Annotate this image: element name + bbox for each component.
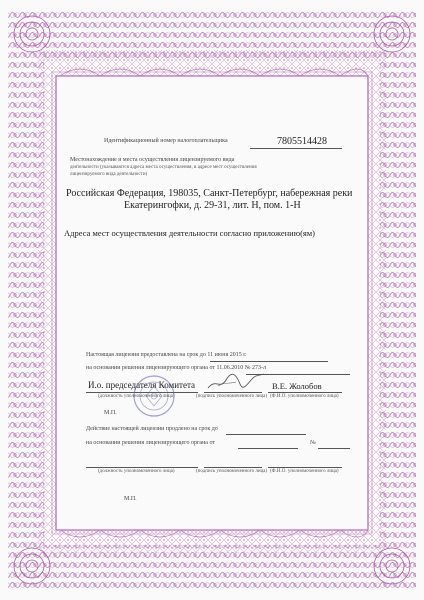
addresses-note: Адреса мест осуществления деятельности согласно приложению(ям) xyxy=(64,228,316,238)
ext-caption-signature: (подпись уполномоченного лица) xyxy=(196,469,268,474)
extension-underline-2 xyxy=(238,448,298,449)
ext-caption-name: (Ф.И.О. уполномоченного лица) xyxy=(270,469,339,474)
address-line-2: Екатерингофки, д. 29-31, лит. Н, пом. 1-Н xyxy=(124,200,301,211)
ext-caption-position: (должность уполномоченного лица) xyxy=(98,469,175,474)
activity-label-1: Местонахождение и места осуществления лицензируемого вида xyxy=(70,157,235,163)
seal-mark-2: М.П. xyxy=(124,496,137,502)
inn-label: Идентификационный номер налогоплательщика xyxy=(104,138,228,144)
address-line-1: Российская Федерация, 198035, Санкт-Петербург, набережная реки xyxy=(66,188,353,199)
ext-position-underline xyxy=(86,467,198,468)
extension-underline-1 xyxy=(226,434,306,435)
caption-position: (должность уполномоченного лица) xyxy=(98,394,175,399)
validity-line-1: Настоящая лицензия предоставлена на срок до 11 июня 2015 г. xyxy=(86,352,247,358)
inn-underline xyxy=(250,148,342,149)
caption-name: (Ф.И.О. уполномоченного лица) xyxy=(270,394,339,399)
number-underline xyxy=(318,448,350,449)
ext-signature-underline xyxy=(204,467,262,468)
caption-signature: (подпись уполномоченного лица) xyxy=(196,394,268,399)
extension-line-2: на основании решения лицензирующего органа от xyxy=(86,440,215,446)
validity-line-2: на основании решения лицензирующего органа от 11.06.2010 № 273-л xyxy=(86,365,266,371)
seal-mark-1: М.П. xyxy=(104,410,117,416)
extension-line-1: Действие настоящей лицензии продлено на срок до xyxy=(86,426,218,432)
position-title: И.о. председателя Комитета xyxy=(88,380,196,390)
activity-label-3: лицензируемого вида деятельности) xyxy=(70,172,148,177)
inn-value: 7805514428 xyxy=(277,136,327,147)
handwritten-signature xyxy=(206,370,266,394)
official-seal xyxy=(132,374,176,418)
signatory-name: В.Е. Жолобов xyxy=(272,381,322,391)
activity-label-2: деятельности (указываются адреса места осуществления, в адресе мест осуществления xyxy=(70,165,257,170)
number-sign: № xyxy=(310,440,316,446)
ext-name-underline xyxy=(268,467,342,468)
validity-underline-1 xyxy=(210,361,328,362)
name-underline xyxy=(268,392,342,393)
